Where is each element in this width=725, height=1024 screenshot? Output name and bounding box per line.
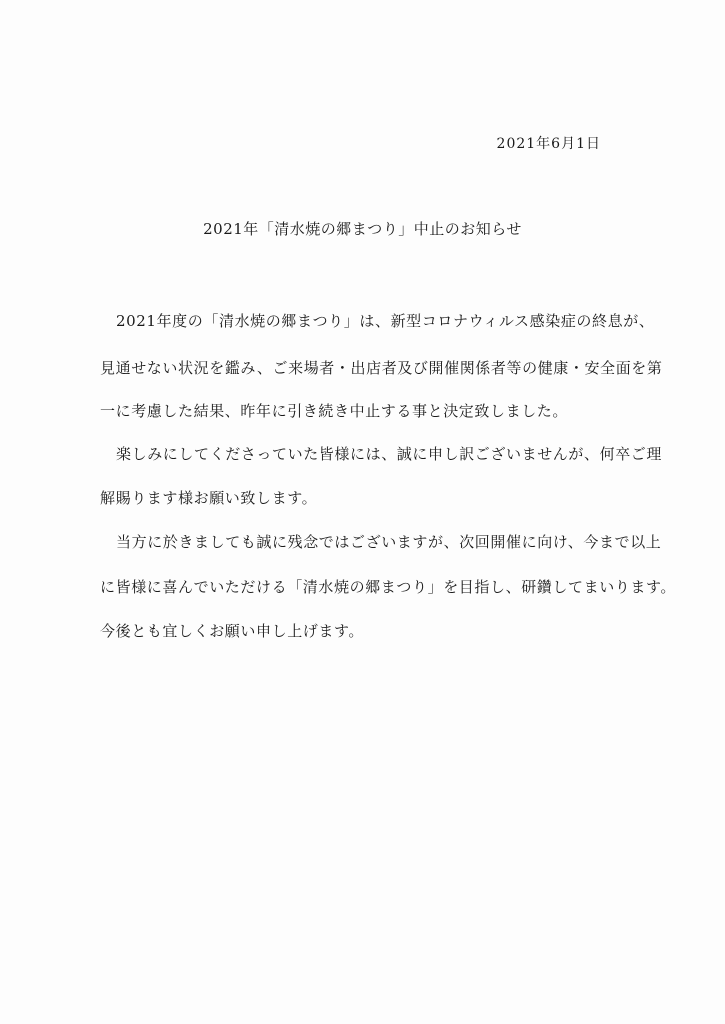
body-line: に皆様に喜んでいただける「清水焼の郷まつり」を目指し、研鑽してまいります。 bbox=[100, 578, 677, 596]
body-line: 当方に於きましても誠に残念ではございますが、次回開催に向け、今まで以上 bbox=[116, 533, 662, 551]
document-date: 2021年6月1日 bbox=[496, 136, 601, 152]
body-line: 一に考慮した結果、昨年に引き続き中止する事と決定致しました。 bbox=[100, 402, 569, 420]
body-line: 今後とも宜しくお願い申し上げます。 bbox=[100, 622, 365, 640]
body-line: 楽しみにしてくださっていた皆様には、誠に申し訳ございませんが、何卒ご理 bbox=[116, 445, 663, 463]
body-line: 見通せない状況を鑑み、ご来場者・出店者及び開催関係者等の健康・安全面を第 bbox=[100, 359, 663, 377]
document-title: 2021年「清水焼の郷まつり」中止のお知らせ bbox=[203, 220, 522, 238]
body-line: 2021年度の「清水焼の郷まつり」は、新型コロナウィルス感染症の終息が、 bbox=[116, 312, 655, 330]
body-line: 解賜ります様お願い致します。 bbox=[100, 489, 318, 507]
